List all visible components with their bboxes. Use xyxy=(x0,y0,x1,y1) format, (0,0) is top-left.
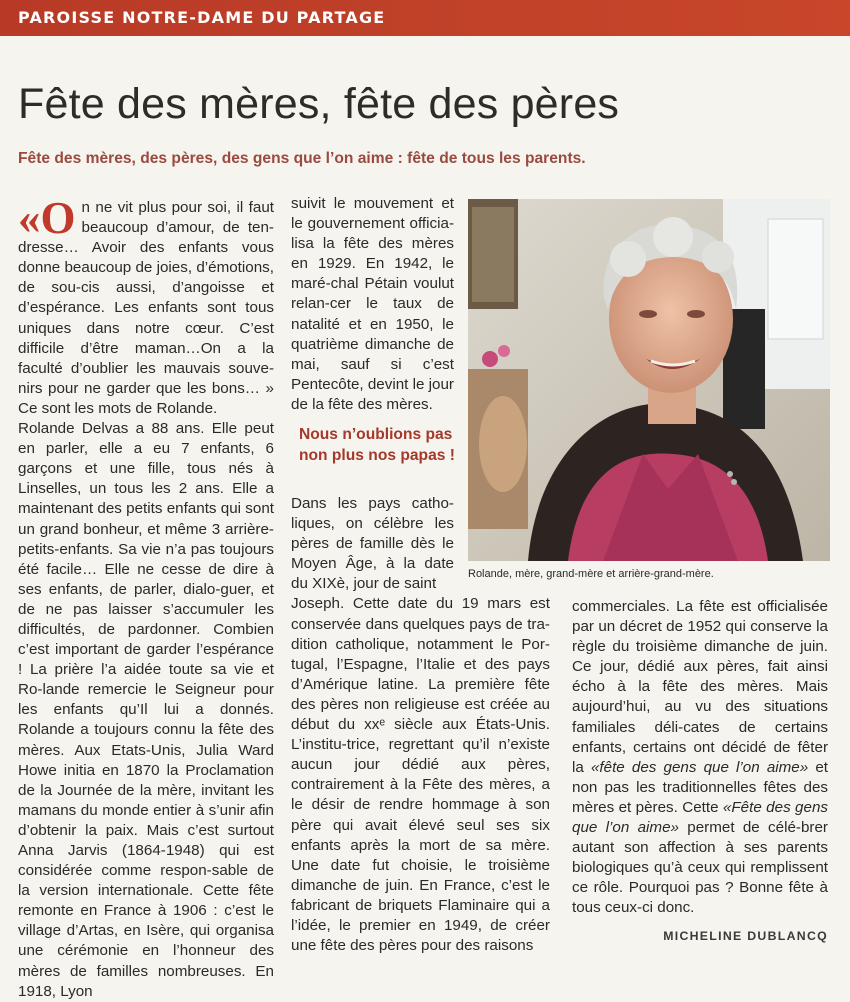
column-2-top-text: suivit le mouvement et le gouvernement officia-lisa la fête des mères en 1929. En 1942, le maré-chal Pétain voulut relan-cer le taux de natalité et en 1950, le quatrième dimanche de mai, sauf si c’est Pentecôte, devint le jour de la fête des mères. xyxy=(291,195,454,413)
column-1-paragraph-2: Rolande Delvas a 88 ans. Elle peut en parler, elle a eu 7 enfants, 6 garçons et une fille, tous nés à Linselles, un tous les 2 ans. Elle a maintenant des petits enfants qui sont un grand bonheur, et même 3 arrière-petits-enfants. Sa vie n’a pas toujours été facile… Elle ne cesse de dire à ses enfants, de parler, dialo-guer, et de ne pas laisser s’accumuler les difficultés, de pardonner. Combien c’est important de garder l’espérance ! La prière l’a aidée toute sa vie et Ro-lande remercie le Seigneur pour les enfants qu’Il lui a donnés. Rolande a toujours connu la fête des mères. Aux Etats-Unis, Julia Ward Howe initia en 1870 la Proclamation de la Journée de la mère, invitant les mamans du monde entier à s’unir afin d’obtenir la paix. Mais c’est surtout Anna Jarvis (1864-1948) qui est considérée comme respon-sable de la version internationale. Cette fête remonte en France à 1906 : c’est le village d’Artas, en Isère, qui organisa une cérémonie en l’honneur des mères de familles nombreuses. En 1918, Lyon xyxy=(18,420,274,1000)
column-1-paragraph-1 xyxy=(18,193,274,419)
banner-text: PAROISSE NOTRE-DAME DU PARTAGE xyxy=(18,8,386,27)
column-3-quote-1: «fête des gens que l’on aime» xyxy=(590,758,809,776)
article-subtitle: Fête des mères, des pères, des gens que l’on aime : fête de tous les parents. xyxy=(18,150,586,167)
section-banner xyxy=(0,0,850,36)
column-1 xyxy=(18,193,274,1002)
column-3 xyxy=(572,597,828,919)
column-2-top xyxy=(291,194,454,415)
subheading: Nous n’oublions pas non plus nos papas ! xyxy=(299,426,455,464)
column-3-part-1: commerciales. La fête est officialisée par un décret de 1952 qui conserve la règle du troisième dimanche de juin. Ce jour, dédié aux pères, fait ainsi écho à la fête des mères. Mais aujourd’hui, au vu des situations familiales déli-cates de certains enfants, certains ont décidé de fêter la xyxy=(572,598,828,776)
column-3-quote-2: «Fête des gens que l’on aime» xyxy=(572,798,828,837)
portrait-illustration xyxy=(468,199,830,561)
photo-caption: Rolande, mère, grand-mère et arrière-grand-mère. xyxy=(468,568,714,580)
column-1-text-1: n ne vit plus pour soi, il faut beaucoup d’amour, de ten-dresse… Avoir des enfants vous donne beaucoup de joies, d’émotions, de sou-cis aussi, d’angoisse et d’espérance. Les enfants sont tous uniques dans notre cœur. C’est difficile d’être maman…On a la faculté d’oublier les mauvais souve-nirs pour ne garder que les bons… » Ce sont les mots de Rolande. xyxy=(18,199,274,417)
column-2-wide-text: Joseph. Cette date du 19 mars est conservée dans quelques pays de tra-dition catholique, notamment le Por-tugal, l’Espagne, l’Italie et des pays d’Amérique latine. La première fête des pères non religieuse est créée au début du xxᵉ siècle aux États-Unis. L’institu-trice, regrettant qu’il n’existe aucun jour dédié aux pères, contrairement à la Fête des mères, a le désir de rendre hommage à son père qui avait élevé seul ses six enfants après la mort de sa mère. Une date fut choisie, le troisième dimanche de juin. En France, c’est le fabricant de briquets Flaminaire qui a l’idée, le premier en 1949, de créer une fête des pères pour des raisons xyxy=(291,595,550,955)
column-3-text xyxy=(572,597,828,919)
portrait-photo xyxy=(468,199,830,561)
column-3-part-2: et non pas les traditionnelles fêtes des mères et pères. Cette xyxy=(572,758,829,816)
column-2-bottom xyxy=(291,494,550,956)
author-signature: MICHELINE DUBLANCQ xyxy=(663,929,828,943)
drop-cap: «O xyxy=(18,193,76,243)
column-2-narrow-text: Dans les pays catho-liques, on célèbre les pères de famille dès le Moyen Âge, à la date du XIXè, jour de saint xyxy=(291,495,454,593)
column-3-part-3: permet de célé-brer autant son affection à ses parents biologiques qu’à ceux qui remplissent ce rôle. Pourquoi pas ? Bonne fête à tous ceux-ci donc. xyxy=(572,819,828,917)
article-title: Fête des mères, fête des pères xyxy=(18,80,620,128)
